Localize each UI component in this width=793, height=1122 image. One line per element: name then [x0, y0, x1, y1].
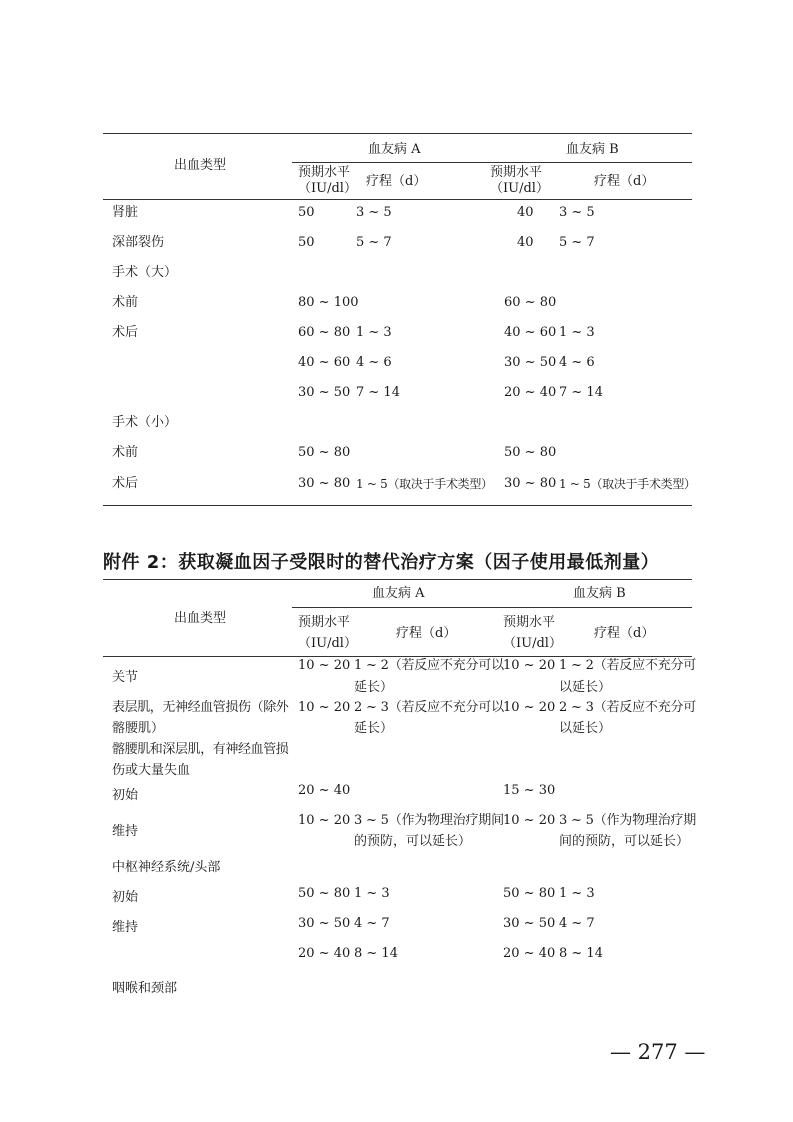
- table-2-level-a-unit: （IU/dl）: [298, 636, 357, 651]
- row-b-level: 30 ~ 80: [504, 476, 557, 491]
- row-b-course-cont: 以延长）: [559, 680, 612, 695]
- row-type: 初始: [112, 890, 139, 905]
- row-a-level: 50 ~ 80: [298, 886, 351, 901]
- row-b-course: 2 ~ 3（若反应不充分可: [559, 700, 697, 715]
- row-a-level: 80 ~ 100: [298, 295, 359, 310]
- row-b-course: 1 ~ 2（若反应不充分可: [559, 658, 697, 673]
- row-b-course-cont: 间的预防，可以延长）: [559, 834, 690, 849]
- row-type: 术后: [112, 325, 139, 340]
- row-a-level: 10 ~ 20: [298, 813, 351, 828]
- row-a-course: 1 ~ 3: [354, 886, 390, 901]
- row-type: 术前: [112, 445, 139, 460]
- page-number: — 277 —: [610, 1040, 706, 1064]
- row-a-level: 60 ~ 80: [298, 325, 351, 340]
- row-type: 咽喉和颈部: [112, 981, 178, 996]
- table-1-course-a-header: 疗程（d）: [366, 174, 427, 189]
- row-b-level: 50 ~ 80: [504, 445, 557, 460]
- row-a-level: 20 ~ 40: [298, 946, 351, 961]
- row-b-course: 8 ~ 14: [559, 946, 603, 961]
- row-type: 维持: [112, 824, 139, 839]
- row-type: 关节: [112, 670, 139, 685]
- row-a-level: 30 ~ 80: [298, 476, 351, 491]
- table-1-level-b-unit: （IU/dl）: [490, 181, 549, 196]
- row-type: 中枢神经系统/头部: [112, 860, 221, 875]
- row-type-cont: 髂腰肌）: [112, 721, 165, 736]
- table-1-bottom-rule: [103, 505, 692, 506]
- row-b-level: 10 ~ 20: [503, 658, 556, 673]
- row-a-course: 2 ~ 3（若反应不充分可以: [354, 700, 504, 715]
- row-a-level: 20 ~ 40: [298, 783, 351, 798]
- table-1-level-b-header: 预期水平: [490, 165, 543, 180]
- table-2-header-rule: [103, 656, 692, 657]
- row-b-course: 7 ~ 14: [559, 385, 603, 400]
- table-2-top-rule: [103, 579, 692, 580]
- table-1-level-a-unit: （IU/dl）: [298, 181, 357, 196]
- row-type: 术后: [112, 476, 139, 491]
- row-a-course: 3 ~ 5（作为物理治疗期间: [354, 813, 504, 828]
- row-b-course: 1 ~ 3: [559, 886, 595, 901]
- table-2-group-b-header: 血友病 B: [573, 586, 626, 601]
- row-b-level: 60 ~ 80: [504, 295, 557, 310]
- row-a-course-cont: 的预防，可以延长）: [354, 834, 472, 849]
- row-b-course: 4 ~ 7: [559, 916, 595, 931]
- row-a-course: 5 ~ 7: [356, 235, 392, 250]
- row-a-level: 10 ~ 20: [298, 658, 351, 673]
- row-type: 表层肌，无神经血管损伤（除外: [112, 700, 289, 715]
- table-2-type-header: 出血类型: [174, 611, 227, 626]
- table-2-level-b-unit: （IU/dl）: [503, 636, 562, 651]
- row-a-course-cont: 延长）: [354, 680, 394, 695]
- row-b-course: 1 ~ 5（取决于手术类型）: [559, 477, 696, 491]
- row-type: 术前: [112, 295, 139, 310]
- table-1-header-rule: [103, 199, 692, 200]
- row-b-level: 30 ~ 50: [504, 355, 557, 370]
- row-b-level: 40: [517, 235, 534, 250]
- table-2-course-b-header: 疗程（d）: [594, 626, 655, 641]
- row-a-level: 50: [298, 235, 315, 250]
- row-a-course: 4 ~ 7: [354, 916, 390, 931]
- row-a-level: 30 ~ 50: [298, 916, 351, 931]
- row-a-level: 30 ~ 50: [298, 385, 351, 400]
- row-b-level: 40 ~ 60: [504, 325, 557, 340]
- table-1-group-a-header: 血友病 A: [368, 142, 421, 157]
- row-a-course: 1 ~ 5（取决于手术类型）: [356, 477, 493, 491]
- table-1-type-header: 出血类型: [174, 158, 227, 173]
- table-1-group-b-header: 血友病 B: [566, 142, 619, 157]
- row-b-level: 10 ~ 20: [503, 813, 556, 828]
- row-type: 手术（大）: [112, 265, 178, 280]
- table-2-group-rule: [292, 607, 692, 608]
- table-2-level-a-header: 预期水平: [298, 615, 351, 630]
- row-b-course: 4 ~ 6: [559, 355, 595, 370]
- table-2-group-a-header: 血友病 A: [372, 586, 425, 601]
- row-type: 维持: [112, 920, 139, 935]
- row-b-level: 20 ~ 40: [504, 385, 557, 400]
- row-type: 手术（小）: [112, 415, 178, 430]
- row-a-course: 4 ~ 6: [356, 355, 392, 370]
- row-type: 深部裂伤: [112, 235, 165, 250]
- row-a-course: 8 ~ 14: [354, 946, 398, 961]
- table-1-course-b-header: 疗程（d）: [594, 174, 655, 189]
- row-a-level: 50 ~ 80: [298, 445, 351, 460]
- row-a-course-cont: 延长）: [354, 721, 394, 736]
- row-b-level: 40: [517, 205, 534, 220]
- row-b-course: 1 ~ 3: [559, 325, 595, 340]
- row-a-level: 10 ~ 20: [298, 700, 351, 715]
- row-b-level: 15 ~ 30: [503, 783, 556, 798]
- row-b-course: 5 ~ 7: [559, 235, 595, 250]
- row-a-level: 40 ~ 60: [298, 355, 351, 370]
- row-b-level: 10 ~ 20: [503, 700, 556, 715]
- table-2-level-b-header: 预期水平: [503, 615, 556, 630]
- row-b-level: 30 ~ 50: [503, 916, 556, 931]
- row-a-course: 1 ~ 2（若反应不充分可以: [354, 658, 504, 673]
- row-a-course: 3 ~ 5: [356, 205, 392, 220]
- row-b-course: 3 ~ 5（作为物理治疗期: [559, 813, 697, 828]
- row-a-course: 1 ~ 3: [356, 325, 392, 340]
- row-a-level: 50: [298, 205, 315, 220]
- row-b-course-cont: 以延长）: [559, 721, 612, 736]
- row-type-cont: 伤或大量失血: [112, 763, 191, 778]
- table-1-level-a-header: 预期水平: [298, 165, 351, 180]
- row-a-course: 7 ~ 14: [356, 385, 400, 400]
- table-1-top-rule: [103, 133, 692, 134]
- row-b-level: 50 ~ 80: [503, 886, 556, 901]
- row-b-level: 20 ~ 40: [503, 946, 556, 961]
- row-type: 初始: [112, 788, 139, 803]
- appendix-heading: 附件 2：获取凝血因子受限时的替代治疗方案（因子使用最低剂量）: [103, 552, 660, 573]
- table-2-course-a-header: 疗程（d）: [396, 626, 457, 641]
- row-type: 髂腰肌和深层肌，有神经血管损: [112, 742, 289, 757]
- row-b-course: 3 ~ 5: [559, 205, 595, 220]
- row-type: 肾脏: [112, 205, 139, 220]
- table-1-group-rule: [292, 162, 692, 163]
